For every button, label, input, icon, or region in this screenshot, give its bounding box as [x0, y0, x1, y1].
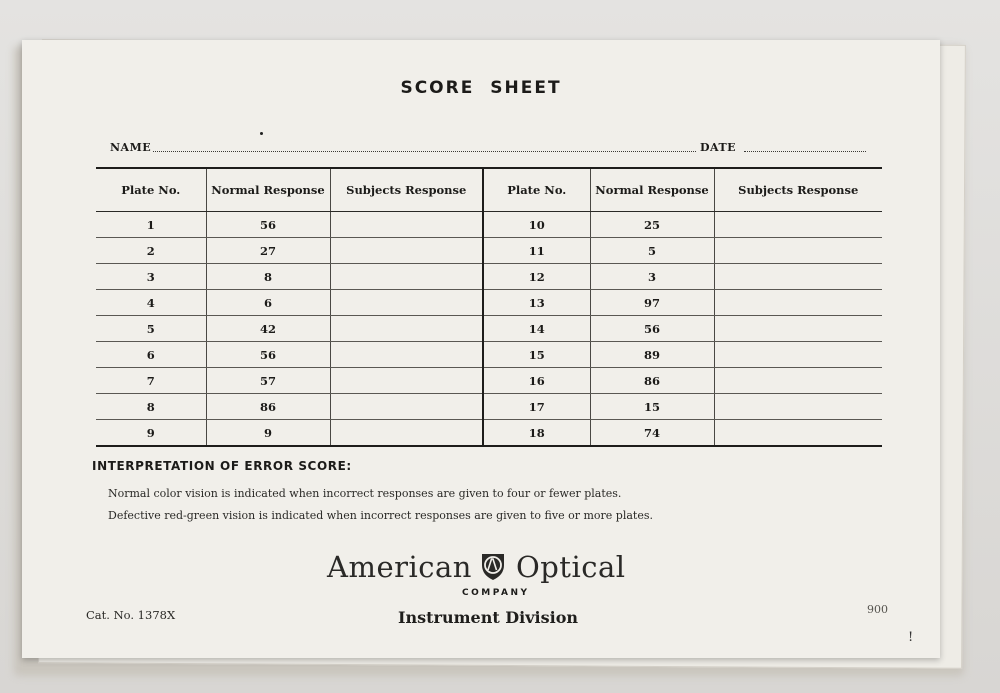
sheet-title: SCORE SHEET	[400, 78, 562, 98]
subjects-response-cell[interactable]	[330, 342, 483, 368]
date-label: DATE	[700, 141, 737, 154]
form-number: 900	[867, 603, 888, 616]
normal-response-cell: 74	[590, 420, 714, 447]
subjects-response-cell[interactable]	[714, 290, 882, 316]
subjects-response-cell[interactable]	[714, 264, 882, 290]
table-row	[96, 420, 882, 447]
interpretation-line-normal: Normal color vision is indicated when incorrect responses are given to four or fewer plates.	[108, 487, 622, 500]
ao-shield-icon	[480, 551, 506, 581]
table-row	[96, 342, 882, 368]
normal-response-cell: 56	[206, 212, 330, 238]
plate-cell: 14	[483, 316, 590, 342]
normal-response-cell: 89	[590, 342, 714, 368]
table-row	[96, 316, 882, 342]
table-header-row	[96, 168, 882, 212]
normal-response-cell: 5	[590, 238, 714, 264]
plate-cell: 17	[483, 394, 590, 420]
plate-cell: 10	[483, 212, 590, 238]
normal-response-cell: 25	[590, 212, 714, 238]
normal-response-cell: 56	[590, 316, 714, 342]
subjects-response-cell[interactable]	[714, 368, 882, 394]
corner-tick-mark: !	[908, 630, 914, 645]
score-table	[96, 167, 882, 447]
plate-cell: 7	[96, 368, 206, 394]
col-header-normal: Normal Response	[206, 168, 330, 212]
subjects-response-cell[interactable]	[330, 420, 483, 447]
plate-cell: 5	[96, 316, 206, 342]
brand-company: COMPANY	[462, 588, 530, 598]
table-row	[96, 394, 882, 420]
normal-response-cell: 86	[590, 368, 714, 394]
interpretation-heading: INTERPRETATION OF ERROR SCORE:	[92, 459, 352, 473]
plate-cell: 2	[96, 238, 206, 264]
subjects-response-cell[interactable]	[330, 368, 483, 394]
normal-response-cell: 9	[206, 420, 330, 447]
table-row	[96, 290, 882, 316]
plate-cell: 12	[483, 264, 590, 290]
subjects-response-cell[interactable]	[330, 394, 483, 420]
name-date-line	[110, 138, 866, 154]
normal-response-cell: 57	[206, 368, 330, 394]
subjects-response-cell[interactable]	[330, 238, 483, 264]
name-label: NAME	[110, 141, 152, 154]
subjects-response-cell[interactable]	[714, 342, 882, 368]
plate-cell: 9	[146, 425, 155, 440]
name-field-line[interactable]	[148, 151, 696, 152]
table-row	[96, 212, 882, 238]
subjects-response-cell[interactable]	[330, 290, 483, 316]
col-header-normal-2: Normal Response	[590, 168, 714, 212]
col-header-plate: Plate No.	[96, 168, 206, 212]
col-header-subjects-2: Subjects Response	[714, 168, 882, 212]
brand-word-optical: Optical	[515, 550, 626, 584]
brand-division: Instrument Division	[398, 608, 578, 627]
subjects-response-cell[interactable]	[714, 316, 882, 342]
subjects-response-cell[interactable]	[330, 316, 483, 342]
normal-response-cell: 6	[206, 290, 330, 316]
normal-response-cell: 97	[590, 290, 714, 316]
plate-cell: 6	[96, 342, 206, 368]
plate-cell: 18	[483, 420, 590, 447]
catalog-number: Cat. No. 1378X	[86, 608, 176, 622]
brand-word-american: American	[327, 550, 472, 584]
normal-response-cell: 15	[590, 394, 714, 420]
plate-cell: 15	[483, 342, 590, 368]
subjects-response-cell[interactable]	[330, 212, 483, 238]
plate-cell: 3	[96, 264, 206, 290]
plate-cell: 16	[483, 368, 590, 394]
col-header-plate-2: Plate No.	[483, 168, 590, 212]
subjects-response-cell[interactable]	[714, 238, 882, 264]
interpretation-line-defective: Defective red-green vision is indicated when incorrect responses are given to five or more plates.	[108, 509, 653, 522]
normal-response-cell: 42	[206, 316, 330, 342]
plate-cell: 13	[483, 290, 590, 316]
subjects-response-cell[interactable]	[330, 264, 483, 290]
col-header-subjects: Subjects Response	[330, 168, 483, 212]
table-row	[96, 368, 882, 394]
table-row	[96, 264, 882, 290]
normal-response-cell: 56	[206, 342, 330, 368]
subjects-response-cell[interactable]	[714, 420, 882, 447]
plate-cell: 11	[483, 238, 590, 264]
brand-logo-wordmark	[327, 550, 626, 584]
normal-response-cell: 27	[206, 238, 330, 264]
plate-cell: 1	[96, 212, 206, 238]
normal-response-cell: 3	[590, 264, 714, 290]
date-field-line[interactable]	[744, 151, 866, 152]
score-sheet-card	[22, 40, 940, 658]
subjects-response-cell[interactable]	[714, 394, 882, 420]
normal-response-cell: 86	[206, 394, 330, 420]
plate-cell: 8	[96, 394, 206, 420]
subjects-response-cell[interactable]	[714, 212, 882, 238]
ink-dot	[260, 132, 263, 135]
plate-cell: 4	[96, 290, 206, 316]
table-row	[96, 238, 882, 264]
normal-response-cell: 8	[206, 264, 330, 290]
